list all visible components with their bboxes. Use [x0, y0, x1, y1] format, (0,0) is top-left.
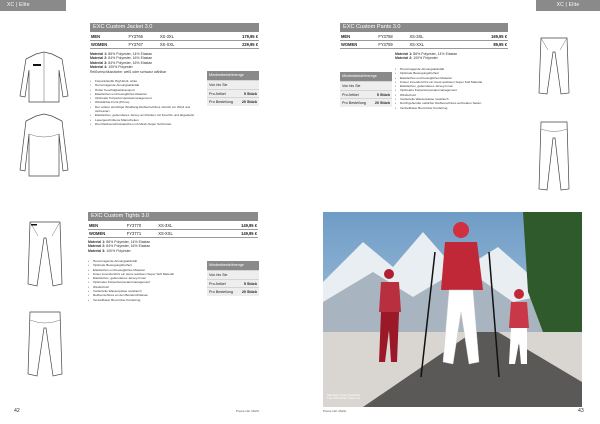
list-item: • Der vollere stretchige Windfang-Reißverschluss schützt vor Wind und verbessert — [90, 105, 198, 114]
material-line: Material 2: 100% Polyester — [395, 56, 438, 61]
row-sizes: XS-XXL — [408, 41, 470, 49]
list-item: • Elastisches und bewegliches Material — [395, 76, 505, 80]
row-price: 179,95 € — [221, 33, 259, 41]
jacket-back-icon — [18, 112, 70, 178]
min-order-title: Mindestbestellmenge — [340, 72, 392, 81]
photo-caption: Skimagazin Team Sportstelle Foto: EXCSPORT Team Leo — [327, 394, 361, 401]
row-price: 169,95 € — [471, 33, 508, 41]
row-code: FY3758 — [377, 33, 408, 41]
pants-title: EXC Custom Pants 3.0 — [340, 23, 508, 32]
row-code: FY3766 — [128, 33, 159, 41]
row-price: 149,95 € — [220, 230, 258, 238]
jacket-title: EXC Custom Jacket 3.0 — [90, 23, 259, 32]
list-item: • Vorderteile Wasserpasse rausbiech — [395, 97, 505, 101]
jacket-material — [90, 52, 210, 74]
row-code: FY3767 — [128, 41, 159, 49]
min-order-title: Mindestbestellmenge — [207, 261, 259, 270]
row-code: FY3759 — [377, 41, 408, 49]
list-item: • Elastisches, gebundenes Jersey-Innen — [395, 84, 505, 88]
list-item: • Fixpunktstoffe High Einlt. wirke — [90, 79, 198, 83]
list-item: • Optimale Bewegungsfreiheit — [395, 71, 505, 75]
tights-front-icon — [24, 220, 66, 288]
material-line: Material 3: 100% Polyester — [88, 248, 131, 253]
list-item: • Hervorragende Atmungsaktivität — [90, 83, 198, 87]
tights-price-table — [88, 222, 258, 238]
pants-material — [395, 52, 505, 61]
tights-back-icon — [24, 310, 66, 378]
tights-title: EXC Custom Tights 3.0 — [88, 212, 258, 221]
page-number-right: 43 — [578, 408, 584, 414]
row-price: 89,95 € — [471, 41, 508, 49]
pants-features — [395, 67, 505, 110]
row-label: MEN — [90, 33, 128, 41]
row-sizes: XS-XXL — [157, 230, 220, 238]
list-item: • Drei Reißverschlusstaschen mit Mesh-Super Soft Futter — [90, 122, 198, 126]
min-order-row: Von bis Sie — [207, 80, 259, 89]
min-order-row: Von bis Sie — [207, 270, 259, 279]
min-order-title: Mindestbestellmenge — [207, 71, 259, 80]
list-item: • Kniee innendurchzs ein Guss auslösen Super Soft Material — [88, 272, 200, 276]
skiers-photo — [323, 212, 582, 407]
left-page-tab: XC | Elite — [0, 0, 66, 11]
list-item: • Winddichte Front (Primo) — [90, 100, 198, 104]
list-item: • Elastisches und bewegliches Material — [90, 92, 198, 96]
row-label: MEN — [340, 33, 377, 41]
table-row — [88, 230, 258, 238]
material-line: Material 2: 84% Polyester, 16% Elastan — [90, 56, 153, 61]
list-item: • Lasergeschnittene Manschetten — [90, 118, 198, 122]
list-item: • Hervorragende Atmungsaktivität — [88, 259, 200, 263]
list-item: • Optimales Körpertemperaturmanagement — [395, 88, 505, 92]
material-line: Material 1: 86% Polyester, 14% Elastan — [395, 52, 458, 56]
row-label: WOMEN — [90, 41, 128, 49]
list-item: • Knieer Innendurchzs ein Guss auslösen Super Soft Material — [395, 80, 505, 84]
list-item: • Hoher Feuchtigkeitstransport — [90, 88, 198, 92]
pants-back-icon — [536, 120, 572, 192]
right-page-tab: XC | Elite — [536, 0, 600, 11]
min-order-row: Pro Artikel 5 Stück — [207, 89, 259, 98]
list-item: • Elastisches und bewegliches Material — [88, 268, 200, 272]
list-item: • Optimale Bewegungsfreiheit — [88, 263, 200, 267]
min-order-row: Pro Bestellung 20 Stück — [340, 98, 392, 107]
tights-material — [88, 240, 198, 253]
table-row — [340, 33, 508, 41]
material-line: Material 3: 84% Polyester, 16% Elastan — [90, 60, 153, 65]
jacket-front-icon — [18, 50, 70, 104]
jacket-features — [90, 79, 198, 126]
table-row — [88, 222, 258, 230]
list-item: • Optimaler Körpertemperaturmanagement — [90, 96, 198, 100]
material-extra: Reißverschlussfarbe: weiß oder schwarz wählbar — [90, 69, 167, 74]
row-code: FY3770 — [126, 222, 157, 230]
row-label: WOMEN — [340, 41, 377, 49]
tights-features — [88, 259, 200, 302]
list-item: • Windschutz — [88, 285, 200, 289]
list-item: • Verstellbarer Bund über Kordelzug — [88, 298, 200, 302]
list-item: • Elastisches, gebundenes Jersey am Rücken mit Feuchte und abgedeckt — [90, 113, 198, 117]
jacket-min-order-box — [207, 71, 259, 106]
table-row — [340, 41, 508, 49]
pants-price-table — [340, 33, 508, 49]
row-sizes: XS-3XL — [408, 33, 470, 41]
row-sizes: XS-3XL — [159, 33, 222, 41]
row-price: 229,95 € — [221, 41, 259, 49]
list-item: • Windschutz — [395, 93, 505, 97]
list-item: • Reißverschluss an den Beindurchlässen — [88, 293, 200, 297]
list-item: • Verstellbarer Bund über Kordelzug — [395, 106, 505, 110]
pants-front-icon — [536, 36, 572, 96]
list-item: • Optimales Körpertemperaturmanagement — [88, 280, 200, 284]
footer-note-right: Preise inkl. MwSt. — [323, 409, 347, 413]
material-line: Material 1: 86% Polyester, 14% Elastan — [90, 52, 153, 56]
min-order-row: Pro Artikel 5 Stück — [207, 279, 259, 288]
tights-min-order-box — [207, 261, 259, 296]
list-item: • Elastisches, gebundenes Jersey-Innen — [88, 276, 200, 280]
row-sizes: XS-3XL — [157, 222, 220, 230]
row-label: MEN — [88, 222, 126, 230]
footer-note-left: Preise inkl. MwSt. — [236, 409, 260, 413]
material-line: Material 4: 100% Polyester — [90, 65, 133, 70]
min-order-row: Pro Artikel 5 Stück — [340, 90, 392, 99]
min-order-row: Pro Bestellung 20 Stück — [207, 97, 259, 106]
row-sizes: XS-XXL — [159, 41, 222, 49]
table-row — [90, 33, 259, 41]
list-item: • Durchgehender seitlicher Reißverschluss auf beiden Seiten — [395, 101, 505, 105]
min-order-row: Pro Bestellung 20 Stück — [207, 287, 259, 296]
jacket-price-table — [90, 33, 259, 49]
material-line: Material 1: 86% Polyester, 14% Elastan — [88, 240, 151, 244]
min-order-row: Von bis Sie — [340, 81, 392, 90]
row-price: 149,95 € — [220, 222, 258, 230]
list-item: • Hervorragende Atmungsaktivität — [395, 67, 505, 71]
pants-min-order-box — [340, 72, 392, 107]
row-label: WOMEN — [88, 230, 126, 238]
row-code: FY3771 — [126, 230, 157, 238]
page-number-left: 42 — [14, 408, 20, 414]
material-line: Material 2: 84% Polyester, 16% Elastan — [88, 244, 151, 249]
list-item: • Vorderteile Wasserpasse rausbiech — [88, 289, 200, 293]
table-row — [90, 41, 259, 49]
